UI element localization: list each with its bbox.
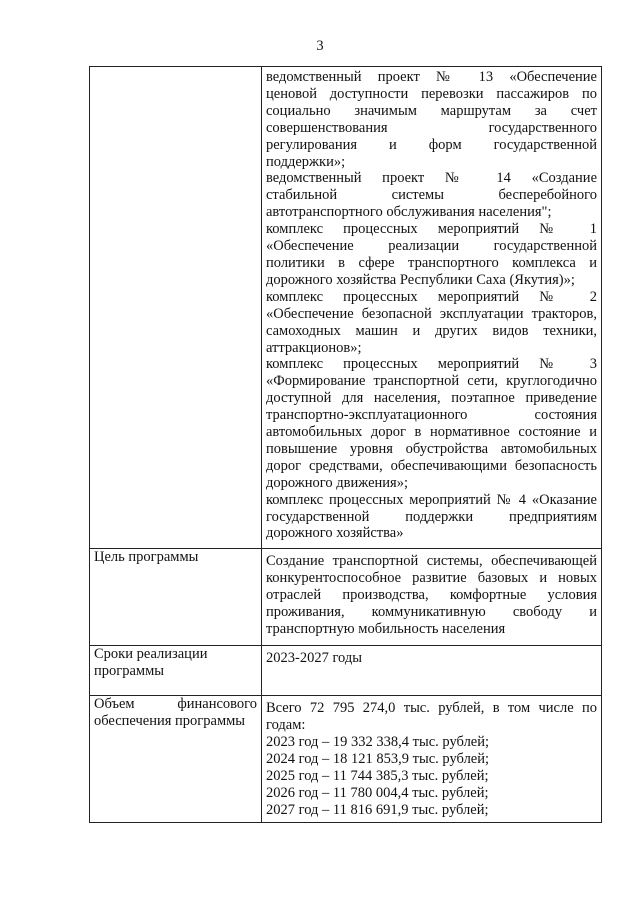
- funding-label-line2: обеспечения программы: [94, 713, 246, 730]
- funding-line: 2027 год – 11 816 691,9 тыс. рублей;: [266, 801, 489, 818]
- funding-text: [266, 700, 597, 818]
- terms-cell: [262, 646, 602, 696]
- projects-line: повышение уровня обустройства автомобильных: [266, 440, 597, 457]
- funding-line: годам:: [266, 717, 306, 734]
- projects-line: самоходных машин и других видов техники,: [266, 322, 597, 339]
- projects-line: комплекс процессных мероприятий № 4 «Оказание: [266, 491, 597, 508]
- funding-line: 2025 год – 11 744 385,3 тыс. рублей;: [266, 768, 489, 784]
- goal-line: транспортную мобильность населения: [266, 621, 506, 637]
- funding-line: 2024 год – 18 121 853,9 тыс. рублей;: [266, 751, 490, 768]
- projects-line: дорог средствами, обеспечивающими безопасность: [266, 457, 597, 474]
- projects-line: дорожного хозяйства Республики Саха (Якутия)»;: [266, 271, 575, 288]
- goal-line: проживания, коммуникативную свободу и: [266, 604, 597, 621]
- projects-cell: [262, 67, 602, 549]
- projects-line: политики в сфере транспортного комплекса и: [266, 254, 597, 271]
- projects-line: регулирования и форм государственной: [266, 136, 597, 153]
- page-number: 3: [316, 38, 324, 54]
- projects-line: дорожного хозяйства»: [266, 525, 404, 542]
- projects-line: ценовой доступности перевозки пассажиров по: [266, 85, 597, 102]
- goal-cell: [262, 549, 602, 646]
- terms-value: 2023-2027 годы: [266, 650, 362, 667]
- projects-line: «Обеспечение безопасной эксплуатации тракторов,: [266, 305, 597, 322]
- funding-label-line1: Объем финансового: [94, 696, 257, 713]
- projects-line: транспортно-эксплуатационного состояния: [266, 407, 597, 424]
- funding-line: Всего 72 795 274,0 тыс. рублей, в том числе по: [266, 700, 597, 717]
- projects-text: [266, 69, 597, 542]
- projects-line: «Формирование транспортной сети, круглогодично: [266, 373, 597, 390]
- goal-label-cell: [90, 549, 262, 646]
- projects-line: доступной для населения, поэтапное приведение: [266, 390, 597, 407]
- projects-line: совершенствования государственного: [266, 119, 597, 136]
- projects-line: комплекс процессных мероприятий № 3: [266, 356, 597, 373]
- projects-label-cell: [90, 67, 262, 549]
- projects-line: ведомственный проект № 14 «Создание: [266, 170, 597, 187]
- funding-line: 2023 год – 19 332 338,4 тыс. рублей;: [266, 734, 490, 751]
- projects-line: социально значимым маршрутам за счет: [266, 102, 597, 119]
- terms-label-cell: [90, 646, 262, 696]
- terms-label-line2: программы: [94, 663, 164, 680]
- table-row-goal: [90, 549, 602, 646]
- projects-line: автотранспортного обслуживания населения";: [266, 204, 552, 221]
- goal-label: Цель программы: [94, 549, 199, 566]
- goal-line: Создание транспортной системы, обеспечивающей: [266, 553, 597, 570]
- projects-line: стабильной системы бесперебойного: [266, 187, 597, 204]
- table-row-terms: [90, 646, 602, 696]
- terms-label-line1: Сроки реализации: [94, 646, 208, 663]
- goal-line: отраслей производства, комфортные условия: [266, 587, 597, 604]
- table-row-projects: [90, 67, 602, 549]
- projects-line: ведомственный проект № 13 «Обеспечение: [266, 69, 597, 85]
- projects-line: комплекс процессных мероприятий № 1: [266, 221, 597, 238]
- projects-line: комплекс процессных мероприятий № 2: [266, 288, 597, 305]
- funding-label-cell: [90, 696, 262, 823]
- goal-text: [266, 553, 597, 638]
- projects-line: автомобильных дорог в нормативное состояние и: [266, 424, 597, 441]
- projects-line: дорожного движения»;: [266, 474, 408, 491]
- passport-table: [89, 66, 602, 823]
- projects-line: «Обеспечение реализации государственной: [266, 238, 597, 255]
- projects-line: аттракционов»;: [266, 339, 362, 356]
- projects-line: государственной поддержки предприятиям: [266, 508, 597, 525]
- projects-line: поддержки»;: [266, 153, 346, 170]
- table-row-funding: [90, 696, 602, 823]
- funding-cell: [262, 696, 602, 823]
- funding-line: 2026 год – 11 780 004,4 тыс. рублей;: [266, 784, 489, 801]
- goal-line: конкурентоспособное развитие базовых и новых: [266, 570, 597, 587]
